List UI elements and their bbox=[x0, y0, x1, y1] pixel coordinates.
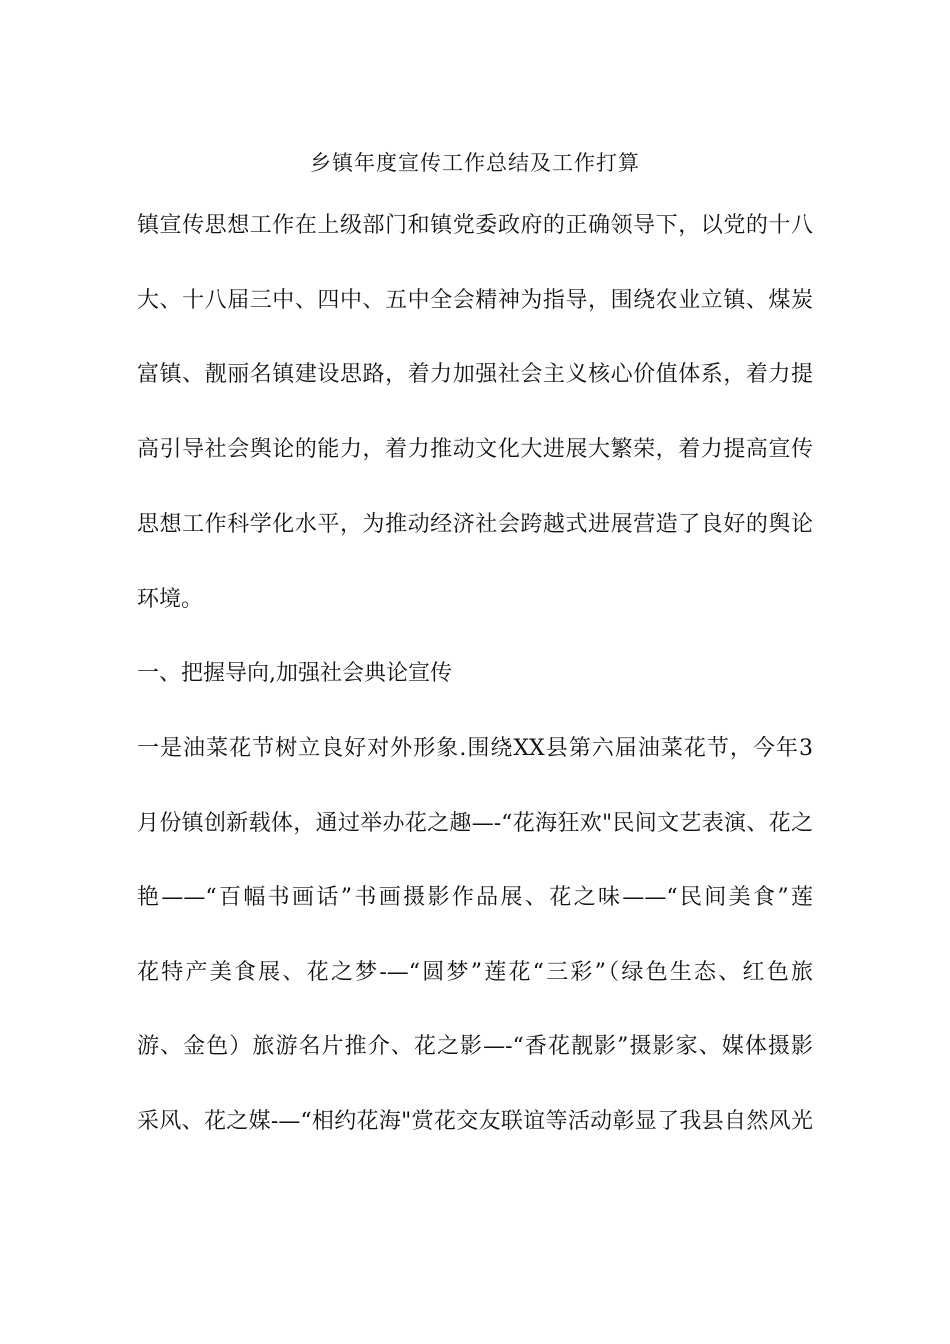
section-line-6: 采风、花之媒-—“相约花海"赏花交友联谊等活动彰显了我县自然风光 bbox=[137, 1109, 813, 1134]
intro-line-5: 思想工作科学化水平，为推动经济社会跨越式进展营造了良好的舆论 bbox=[137, 512, 813, 537]
document-title: 乡镇年度宣传工作总结及工作打算 bbox=[310, 151, 640, 175]
intro-line-3: 富镇、靓丽名镇建设思路，着力加强社会主义核心价值体系，着力提 bbox=[137, 362, 813, 387]
intro-line-2: 大、十八届三中、四中、五中全会精神为指导，围绕农业立镇、煤炭 bbox=[137, 288, 813, 313]
intro-line-1: 镇宣传思想工作在上级部门和镇党委政府的正确领导下，以党的十八 bbox=[137, 213, 813, 238]
section-line-2: 月份镇创新载体，通过举办花之趣—-“花海狂欢"民间文艺表演、花之 bbox=[137, 811, 813, 836]
section-line-5: 游、金色）旅游名片推介、花之影—-“香花靓影”摄影家、媒体摄影 bbox=[137, 1034, 813, 1059]
section-heading: 一、把握导向,加强社会典论宣传 bbox=[137, 661, 452, 686]
intro-line-6: 环境。 bbox=[137, 587, 204, 612]
intro-line-4: 高引导社会舆论的能力，着力推动文化大进展大繁荣，着力提高宣传 bbox=[137, 437, 813, 462]
section-line-4: 花特产美食展、花之梦-—“圆梦”莲花“三彩”（绿色生态、红色旅 bbox=[137, 960, 813, 985]
section-line-3: 艳——“百幅书画话”书画摄影作品展、花之味——“民间美食”莲 bbox=[137, 885, 813, 910]
section-line-1: 一是油菜花节树立良好对外形象.围绕XX县第六届油菜花节，今年3 bbox=[137, 736, 813, 761]
